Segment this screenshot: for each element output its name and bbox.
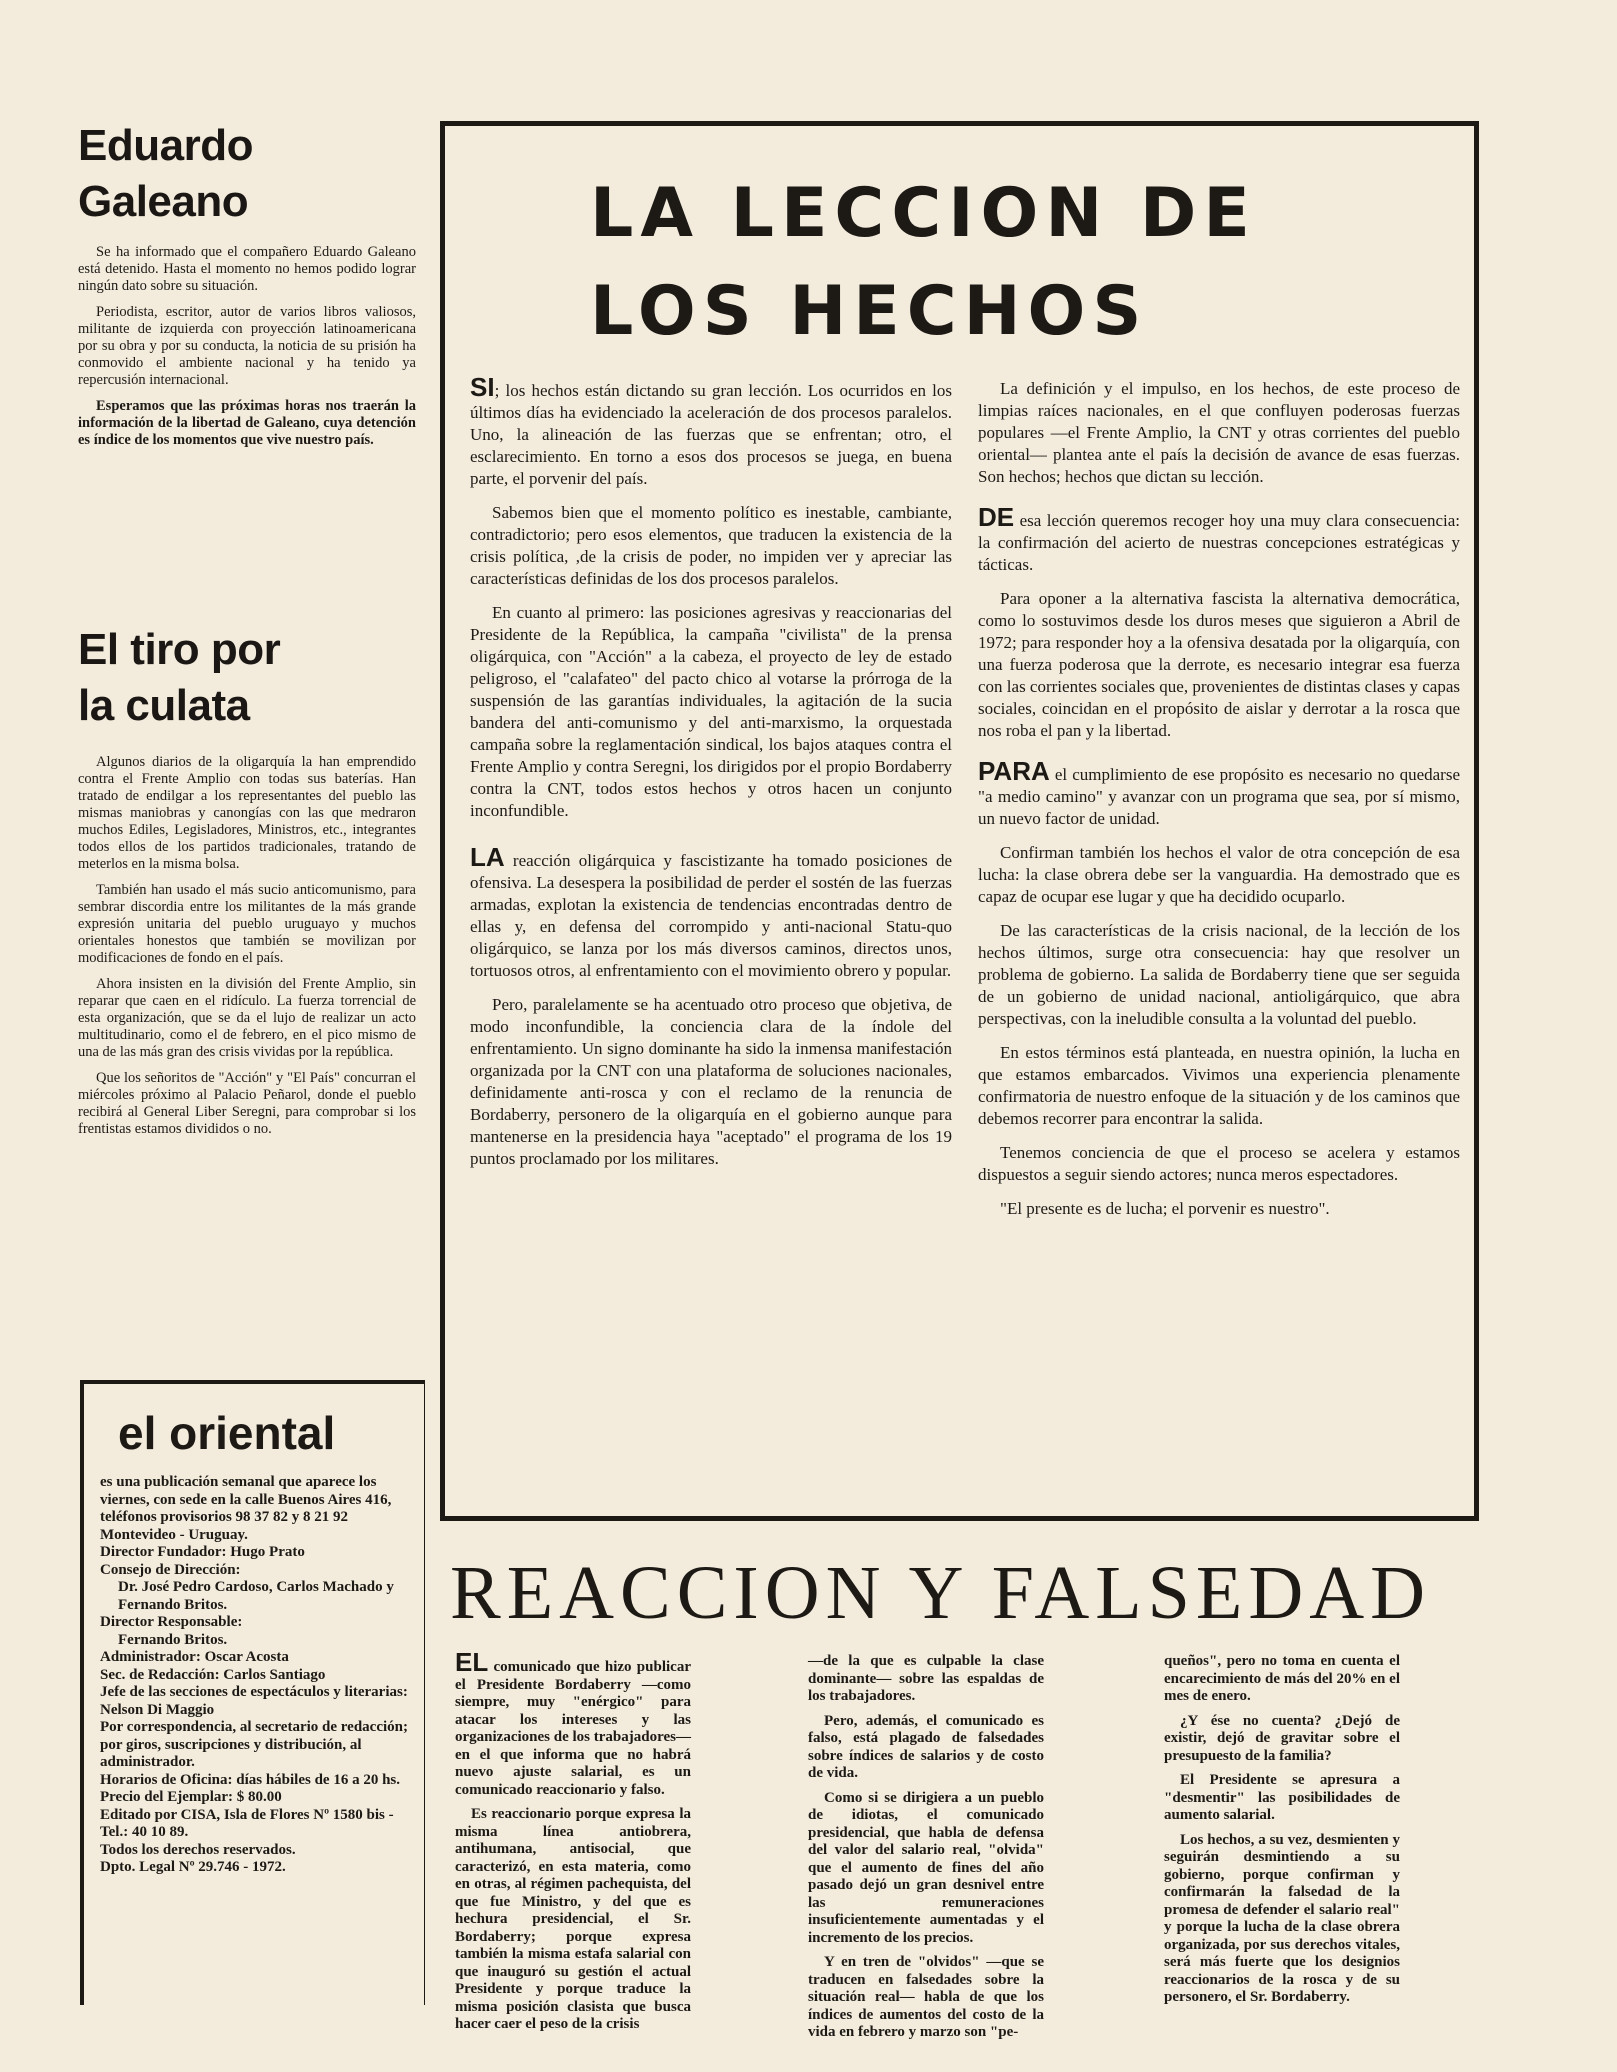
lead-column-2 xyxy=(978,378,1460,1232)
lead-paragraph: Pero, paralelamente se ha acentuado otro proceso que objetiva, de modo inconfundible, la conciencia clara de la índole del enfrentamiento. Un signo dominante ha sido la inmensa manifestación organizada por la CNT con una plataforma de soluciones nacionales, definidamente anti-rosca y con el reclamo de la renuncia de Bordaberry, personero de la oligarquía en el gobierno aunque para mantenerse en la presidencia haya "aceptado" el programa de los 19 puntos proclamado por los militares. xyxy=(470,995,952,1168)
lead-paragraph: En estos términos está planteada, en nuestra opinión, la lucha en que estamos embarcados. Vivimos una experiencia plenamente confirmatoria de nuestro enfoque de la situación y de los caminos que debemos recorrer para encontrar la salida. xyxy=(978,1043,1460,1128)
lead-title: LA LECCION DE LOS HECHOS xyxy=(590,174,1257,351)
tiro-paragraph: Que los señoritos de "Acción" y "El País" concurran el miércoles próximo al Palacio Peñarol, donde el pueblo recibirá al General Liber Seregni, para comprobar si los frentistas estamos divididos o no. xyxy=(78,1070,416,1137)
reaccion-column-2: —de la que es culpable la clase dominante— sobre las espaldas de los trabajadores. Pero, además, el comunicado es falso, está plagado de falsedades sobre índices de salarios y de costo de vida. Como si se dirigiera a un pueblo de idiotas, el comunicado presidencial, que habla de defensa del valor del salario real, "olvida" que el aumento de fines del año pasado dejó un gran desnivel entre las remuneraciones insuficientemente aumentadas y el incremento de los precios. Y en tren de "olvidos" —que se traducen en falsedades sobre la situación real— habla de que los índices de aumentos del costo de la vida en febrero y marzo son "pe- xyxy=(808,1653,1044,2040)
lead-paragraph: Sabemos bien que el momento político es inestable, cambiante, contradictorio; pero esos elementos, que traducen la existencia de la crisis política, ,de la crisis de poder, no impiden ver y apreciar las características definidas de los dos procesos paralelos. xyxy=(470,503,952,588)
lead-paragraph: En cuanto al primero: las posiciones agresivas y reaccionarias del Presidente de la República, la campaña "civilista" de la prensa oligárquica, con "Acción" a la cabeza, el proyecto de ley de estado peligroso, el "calafateo" del pacto chico al votarse la prórroga de la suspensión de las garantías individuales, la agitación de la sucia bandera del anti-comunismo y del anti-marxismo, la orquestada campaña sobre la reglamentación sindical, los bajos ataques contra el Frente Amplio y contra Seregni, los dirigidos por el propio Bordaberry contra la CNT, todos estos hechos y otros hacen un conjunto inconfundible. xyxy=(470,603,952,820)
reaccion-column-3: queños", pero no toma en cuenta el encarecimiento de más del 20% en el mes de enero. ¿Y ése no cuenta? ¿Dejó de existir, dejó de gravitar sobre el presupuesto de la familia? El Presidente se apresura a "desmentir" las posibilidades de aumento salarial. Los hechos, a su vez, desmienten y seguirán desmintiendo a su gobierno, porque confirman y confirmarán la falsedad de la promesa de defender el salario real" y porque la lucha de la clase obrera organizada, por sus derechos vitales, será más fuerte que los designios reaccionarios de la rosca y de su personero, el Sr. Bordaberry. xyxy=(1164,1653,1400,2005)
lead-paragraph: Para oponer a la alternativa fascista la alternativa democrática, como lo sostuvimos desde los duros meses que siguieron a Abril de 1972; para responder hoy a la ofensiva desatada por la oligarquía, con una fuerza poderosa que la derrote, es necesario integrar esa fuerza con las corrientes sociales que, provenientes de distintas clases y capas sociales, coincidan en el propósito de aislar y derrotar a la rosca que nos roba el pan y la libertad. xyxy=(978,589,1460,740)
colophon-title: el oriental xyxy=(118,1407,336,1459)
lead-paragraph: Confirman también los hechos el valor de otra concepción de esa lucha: la clase obrera debe ser la vanguardia. Ha demostrado que es capaz de ocupar ese lugar y que ha decidido ocuparlo. xyxy=(978,843,1460,906)
lead-paragraph: La definición y el impulso, en los hechos, de este proceso de limpias raíces nacionales, en el que confluyen poderosas fuerzas populares —el Frente Amplio, la CNT y otras corrientes del pueblo oriental— plantea ante el país la decisión de avance de esas fuerzas. Son hechos; hechos que dictan su lección. xyxy=(978,379,1460,486)
galeano-article xyxy=(78,118,416,458)
lead-paragraph: DE esa lección queremos recoger hoy una muy clara consecuencia: la confirmación del acierto de nuestras concepciones estratégicas y tácticas. xyxy=(978,502,1460,574)
tiro-paragraph: Algunos diarios de la oligarquía la han emprendido contra el Frente Amplio con todas sus baterías. Han tratado de endilgar a los representantes del pueblo las mismas maniobras y canongías con las que medraron muchos Ediles, Legisladores, Ministros, etc., integrantes todos ellos de los partidos tradicionales, tratando de meterlos en la misma bolsa. xyxy=(78,754,416,872)
lead-paragraph: "El presente es de lucha; el porvenir es nuestro". xyxy=(1000,1199,1330,1218)
reaccion-title: REACCION Y FALSEDAD xyxy=(450,1551,1431,1635)
lead-paragraph: De las características de la crisis nacional, de la lección de los hechos últimos, surge otra consecuencia: hay que resolver un problema de gobierno. La salida de Bordaberry tiene que ser seguida de un gobierno de unidad nacional, antioligárquico, que abra perspectivas, con la ineludible consulta a la voluntad del pueblo. xyxy=(978,921,1460,1028)
galeano-paragraph: Periodista, escritor, autor de varios libros valiosos, militante de izquierda con proyección latinoamericana por su obra y por su conducta, la noticia de su prisión ha conmovido el ambiente nacional y ha tenido ya repercusión internacional. xyxy=(78,304,416,388)
lead-paragraph: Tenemos conciencia de que el proceso se acelera y estamos dispuestos a seguir siendo actores; nunca meros espectadores. xyxy=(978,1143,1460,1184)
galeano-paragraph: Se ha informado que el compañero Eduardo Galeano está detenido. Hasta el momento no hemos podido lograr ningún dato sobre su situación. xyxy=(78,244,416,294)
lead-paragraph: LA reacción oligárquica y fascistizante ha tomado posiciones de ofensiva. La desespera la posibilidad de perder el sostén de las fuerzas armadas, explotan la existencia de tendencias encontradas dentro de ellas y, en defensa del corrompido y anti-nacional Statu-quo oligárquico, se lanza por los más diversos caminos, directos unos, tortuosos otros, al enfrentamiento con el movimiento obrero y popular. xyxy=(470,842,952,980)
tiro-title: El tiro por la culata xyxy=(78,625,281,730)
lead-paragraph: SI; los hechos están dictando su gran lección. Los ocurridos en los últimos días ha evidenciado la aceleración de dos procesos paralelos. Uno, la alineación de las fuerzas que se enfrentan; otro, el esclarecimiento. En torno a esos dos procesos se juega, en buena parte, el porvenir del país. xyxy=(470,372,952,488)
galeano-title: Eduardo Galeano xyxy=(78,121,253,226)
reaccion-column-1: EL comunicado que hizo publicar el Presidente Bordaberry —como siempre, muy "enérgico" para atacar los intereses y las organizaciones de los trabajadores— en el que informa que no habrá nuevo ajuste salarial, es un comunicado reaccionario y falso. Es reaccionario porque expresa la misma línea antiobrera, antihumana, antisocial, que caracterizó, en esta materia, como en otras, al régimen pachequista, del que fue Ministro, y del que es hechura presidencial, el Sr. Bordaberry; porque expresa también la misma estafa salarial con que inauguró su gestión el actual Presidente y porque traduce la misma posición clasista que busca hacer caer el peso de la crisis xyxy=(455,1647,691,2032)
tiro-paragraph: Ahora insisten en la división del Frente Amplio, sin reparar que caen en el ridículo. La fuerza torrencial de esta organización, que se da el lujo de realizar un acto multitudinario, como el de febrero, en el pico mismo de una de las más gran des crisis vividas por la república. xyxy=(78,976,416,1060)
tiro-paragraph: También han usado el más sucio anticomunismo, para sembrar discordia entre los militantes de la más grande expresión unitaria del pueblo uruguayo y muchos orientales honestos que también se movilizan por modificaciones de fondo en el país. xyxy=(78,882,416,966)
colophon-text: es una publicación semanal que aparece los viernes, con sede en la calle Buenos Aires 416, teléfonos provisorios 98 37 82 y 8 21 92 Montevideo - Uruguay. Director Fundador: Hugo Prato Consejo de Dirección: Dr. José Pedro Cardoso, Carlos Machado y Fernando Britos. Director Responsable: Fernando Britos. Administrador: Oscar Acosta Sec. de Redacción: Carlos Santiago Jefe de las secciones de espectáculos y literarias: Nelson Di Maggio Por correspondencia, al secretario de redacción; por giros, suscripciones y distribución, al administrador. Horarios de Oficina: días hábiles de 16 a 20 hs. Precio del Ejemplar: $ 80.00 Editado por CISA, Isla de Flores Nº 1580 bis - Tel.: 40 10 89. Todos los derechos reservados. Dpto. Legal Nº 29.746 - 1972. xyxy=(100,1474,408,1875)
tiro-article xyxy=(78,622,416,1147)
galeano-paragraph: Esperamos que las próximas horas nos traerán la información de la libertad de Galeano, cuya detención es índice de los momentos que vive nuestro país. xyxy=(78,398,416,448)
lead-column-1 xyxy=(470,372,952,1182)
lead-paragraph: PARA el cumplimiento de ese propósito es necesario no quedarse "a medio camino" y avanzar con un programa que sea, por sí mismo, un nuevo factor de unidad. xyxy=(978,756,1460,828)
